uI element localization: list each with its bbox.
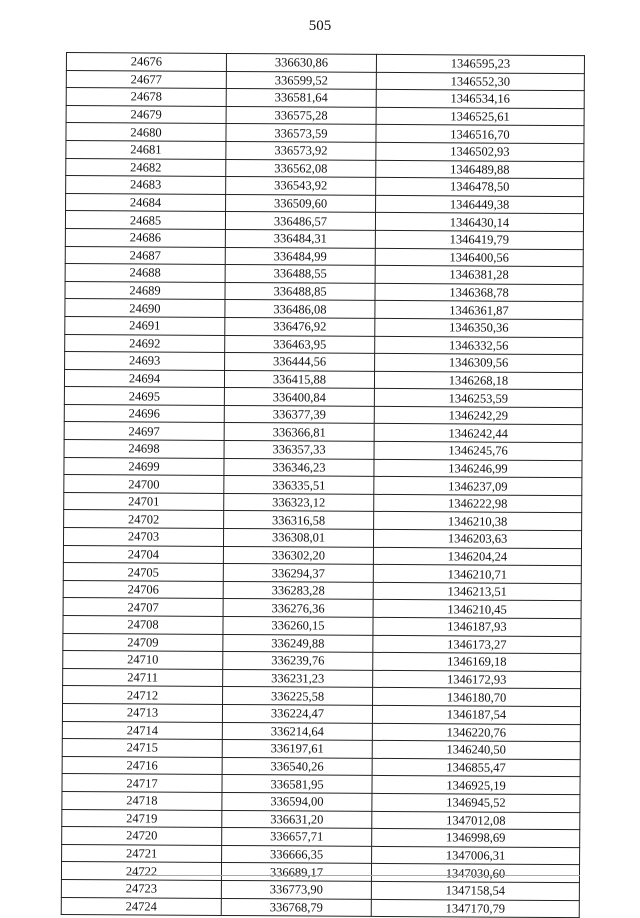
x-coordinate-cell: 336631,20 [222, 810, 372, 829]
x-coordinate-cell: 336573,92 [226, 141, 376, 160]
x-coordinate-cell: 336486,57 [225, 212, 375, 231]
x-coordinate-cell: 336346,23 [224, 458, 374, 477]
y-coordinate-cell: 1346172,93 [373, 670, 581, 689]
point-number-cell: 24712 [63, 686, 223, 705]
y-coordinate-cell: 1346368,78 [375, 283, 583, 302]
point-number-cell: 24706 [63, 580, 223, 599]
x-coordinate-cell: 336689,17 [221, 863, 371, 882]
y-coordinate-cell: 1346309,56 [375, 353, 583, 372]
y-coordinate-cell: 1346332,56 [375, 336, 583, 355]
x-coordinate-cell: 336276,36 [223, 599, 373, 618]
x-coordinate-cell: 336484,99 [225, 247, 375, 266]
y-coordinate-cell: 1346246,99 [374, 459, 582, 478]
x-coordinate-cell: 336657,71 [222, 828, 372, 847]
y-coordinate-cell: 1346552,30 [376, 72, 584, 91]
x-coordinate-cell: 336357,33 [224, 441, 374, 460]
point-number-cell: 24681 [66, 140, 226, 159]
y-coordinate-cell: 1346237,09 [374, 477, 582, 496]
y-coordinate-cell: 1346204,24 [373, 547, 581, 566]
point-number-cell: 24688 [65, 264, 225, 283]
point-number-cell: 24677 [66, 70, 226, 89]
x-coordinate-cell: 336224,47 [222, 704, 372, 723]
y-coordinate-cell: 1346595,23 [376, 54, 584, 73]
y-coordinate-cell: 1346213,51 [373, 582, 581, 601]
x-coordinate-cell: 336488,85 [225, 282, 375, 301]
x-coordinate-cell: 336323,12 [224, 493, 374, 512]
coordinates-table [61, 52, 585, 918]
x-coordinate-cell: 336316,58 [224, 511, 374, 530]
point-number-cell: 24704 [63, 545, 223, 564]
y-coordinate-cell: 1346400,56 [375, 248, 583, 267]
y-coordinate-cell: 1346925,19 [372, 776, 580, 795]
y-coordinate-cell: 1346525,61 [376, 107, 584, 126]
x-coordinate-cell: 336581,95 [222, 775, 372, 794]
x-coordinate-cell: 336509,60 [226, 194, 376, 213]
point-number-cell: 24694 [64, 369, 224, 388]
point-number-cell: 24715 [62, 739, 222, 758]
coordinates-table-body [61, 53, 584, 918]
x-coordinate-cell: 336308,01 [223, 529, 373, 548]
x-coordinate-cell: 336484,31 [225, 229, 375, 248]
y-coordinate-cell: 1346419,79 [375, 230, 583, 249]
point-number-cell: 24703 [63, 528, 223, 547]
x-coordinate-cell: 336594,00 [222, 792, 372, 811]
x-coordinate-cell: 336581,64 [226, 89, 376, 108]
point-number-cell: 24711 [63, 668, 223, 687]
y-coordinate-cell: 1346180,70 [373, 688, 581, 707]
point-number-cell: 24685 [65, 211, 225, 230]
point-number-cell: 24710 [63, 651, 223, 670]
y-coordinate-cell: 1346210,38 [374, 512, 582, 531]
y-coordinate-cell: 1346945,52 [372, 793, 580, 812]
x-coordinate-cell: 336415,88 [224, 370, 374, 389]
y-coordinate-cell: 1347006,31 [372, 846, 580, 865]
y-coordinate-cell: 1346268,18 [374, 371, 582, 390]
coordinates-table-wrapper [61, 52, 584, 916]
point-number-cell: 24724 [61, 897, 221, 916]
y-coordinate-cell: 1346240,50 [372, 741, 580, 760]
page-number: 505 [308, 18, 332, 34]
x-coordinate-cell: 336366,81 [224, 423, 374, 442]
point-number-cell: 24676 [66, 53, 226, 72]
point-number-cell: 24691 [65, 316, 225, 335]
point-number-cell: 24696 [64, 404, 224, 423]
point-number-cell: 24695 [64, 387, 224, 406]
y-coordinate-cell: 1346210,71 [373, 565, 581, 584]
y-coordinate-cell: 1346449,38 [376, 195, 584, 214]
y-coordinate-cell: 1346998,69 [372, 829, 580, 848]
point-number-cell: 24700 [64, 475, 224, 494]
point-number-cell: 24692 [65, 334, 225, 353]
point-number-cell: 24698 [64, 440, 224, 459]
point-number-cell: 24693 [65, 352, 225, 371]
point-number-cell: 24719 [62, 809, 222, 828]
point-number-cell: 24697 [64, 422, 224, 441]
point-number-cell: 24686 [65, 228, 225, 247]
point-number-cell: 24683 [66, 176, 226, 195]
x-coordinate-cell: 336239,76 [223, 652, 373, 671]
point-number-cell: 24702 [64, 510, 224, 529]
x-coordinate-cell: 336768,79 [221, 898, 371, 917]
x-coordinate-cell: 336283,28 [223, 581, 373, 600]
point-number-cell: 24684 [66, 193, 226, 212]
y-coordinate-cell: 1346173,27 [373, 635, 581, 654]
point-number-cell: 24720 [62, 827, 222, 846]
point-number-cell: 24721 [62, 844, 222, 863]
x-coordinate-cell: 336225,58 [223, 687, 373, 706]
x-coordinate-cell: 336540,26 [222, 757, 372, 776]
table-row [61, 897, 579, 918]
x-coordinate-cell: 336630,86 [226, 53, 376, 72]
point-number-cell: 24718 [62, 791, 222, 810]
y-coordinate-cell: 1347030,60 [371, 864, 579, 883]
point-number-cell: 24699 [64, 457, 224, 476]
x-coordinate-cell: 336249,88 [223, 634, 373, 653]
x-coordinate-cell: 336377,39 [224, 405, 374, 424]
x-coordinate-cell: 336463,95 [225, 335, 375, 354]
y-coordinate-cell: 1346187,93 [373, 617, 581, 636]
x-coordinate-cell: 336214,64 [222, 722, 372, 741]
x-coordinate-cell: 336400,84 [224, 388, 374, 407]
point-number-cell: 24717 [62, 774, 222, 793]
y-coordinate-cell: 1346430,14 [375, 213, 583, 232]
point-number-cell: 24722 [61, 862, 221, 881]
y-coordinate-cell: 1346350,36 [375, 318, 583, 337]
x-coordinate-cell: 336573,59 [226, 124, 376, 143]
x-coordinate-cell: 336294,37 [223, 564, 373, 583]
point-number-cell: 24687 [65, 246, 225, 265]
y-coordinate-cell: 1346242,44 [374, 424, 582, 443]
y-coordinate-cell: 1346242,29 [374, 406, 582, 425]
x-coordinate-cell: 336575,28 [226, 106, 376, 125]
y-coordinate-cell: 1346478,50 [376, 178, 584, 197]
y-coordinate-cell: 1346516,70 [376, 125, 584, 144]
point-number-cell: 24680 [66, 123, 226, 142]
point-number-cell: 24708 [63, 615, 223, 634]
x-coordinate-cell: 336335,51 [224, 476, 374, 495]
y-coordinate-cell: 1346855,47 [372, 758, 580, 777]
point-number-cell: 24689 [65, 281, 225, 300]
x-coordinate-cell: 336488,55 [225, 265, 375, 284]
y-coordinate-cell: 1346489,88 [376, 160, 584, 179]
y-coordinate-cell: 1346361,87 [375, 301, 583, 320]
y-coordinate-cell: 1346253,59 [374, 389, 582, 408]
y-coordinate-cell: 1346203,63 [373, 529, 581, 548]
point-number-cell: 24678 [66, 88, 226, 107]
y-coordinate-cell: 1346222,98 [374, 494, 582, 513]
point-number-cell: 24705 [63, 563, 223, 582]
point-number-cell: 24723 [61, 879, 221, 898]
y-coordinate-cell: 1346187,54 [372, 705, 580, 724]
x-coordinate-cell: 336543,92 [226, 177, 376, 196]
x-coordinate-cell: 336773,90 [221, 880, 371, 899]
x-coordinate-cell: 336197,61 [222, 740, 372, 759]
x-coordinate-cell: 336666,35 [222, 845, 372, 864]
y-coordinate-cell: 1346502,93 [376, 142, 584, 161]
y-coordinate-cell: 1346169,18 [373, 653, 581, 672]
y-coordinate-cell: 1346210,45 [373, 600, 581, 619]
x-coordinate-cell: 336599,52 [226, 71, 376, 90]
point-number-cell: 24690 [65, 299, 225, 318]
x-coordinate-cell: 336476,92 [225, 317, 375, 336]
x-coordinate-cell: 336444,56 [225, 353, 375, 372]
y-coordinate-cell: 1346220,76 [372, 723, 580, 742]
x-coordinate-cell: 336260,15 [223, 616, 373, 635]
x-coordinate-cell: 336562,08 [226, 159, 376, 178]
x-coordinate-cell: 336486,08 [225, 300, 375, 319]
y-coordinate-cell: 1346381,28 [375, 266, 583, 285]
bottom-rule [130, 875, 580, 876]
point-number-cell: 24713 [62, 703, 222, 722]
y-coordinate-cell: 1347170,79 [371, 899, 579, 918]
point-number-cell: 24709 [63, 633, 223, 652]
point-number-cell: 24679 [66, 105, 226, 124]
y-coordinate-cell: 1347158,54 [371, 881, 579, 900]
y-coordinate-cell: 1346245,76 [374, 441, 582, 460]
y-coordinate-cell: 1346534,16 [376, 90, 584, 109]
x-coordinate-cell: 336231,23 [223, 669, 373, 688]
y-coordinate-cell: 1347012,08 [372, 811, 580, 830]
x-coordinate-cell: 336302,20 [223, 546, 373, 565]
point-number-cell: 24682 [66, 158, 226, 177]
point-number-cell: 24716 [62, 756, 222, 775]
point-number-cell: 24714 [62, 721, 222, 740]
point-number-cell: 24701 [64, 492, 224, 511]
point-number-cell: 24707 [63, 598, 223, 617]
